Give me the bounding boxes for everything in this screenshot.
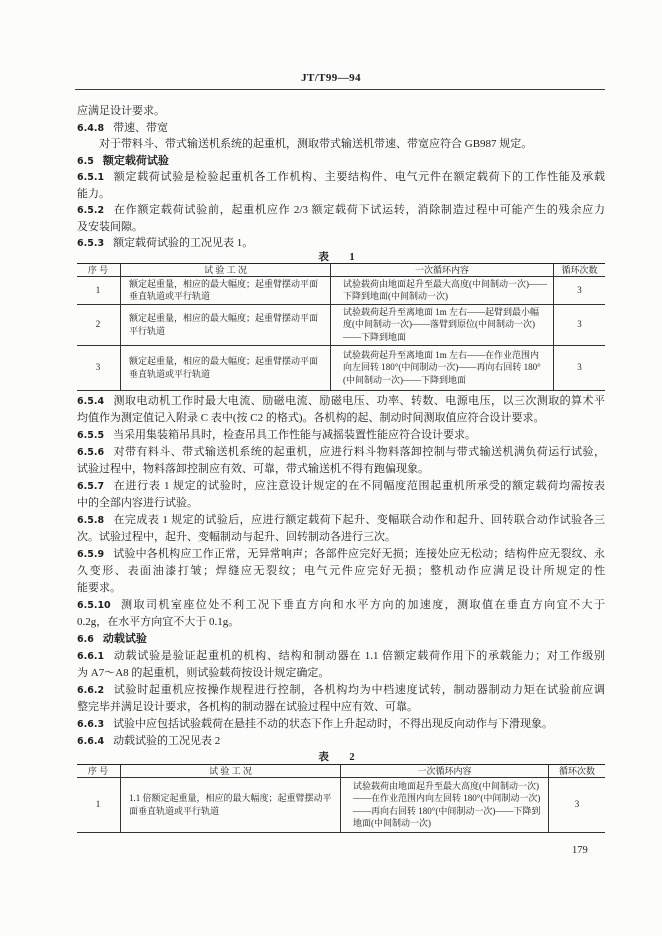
table-header-row [77,764,605,777]
clause-text-line: 测取司机室座位处不利工况下垂直方向和水平方向的加速度，测取值在垂直方向宜不大于 [119,598,605,611]
clause-6-5-5 [77,427,605,444]
clause-number: 6.5.7 [77,480,105,492]
header-count: 循环次数 [549,764,606,777]
clause-number: 6.5.2 [77,205,105,216]
clause-text-line: 当采用集装箱吊具时，检查吊具工作性能与减摇装置性能应符合设计要求。 [113,428,477,441]
clause-text-line: 次。试验过程中，起升、变幅制动与起升、回转制动各进行三次。 [77,530,396,543]
table-2 [77,764,605,833]
cell-no: 1 [77,276,121,304]
section-title: 额定载荷试验 [102,154,169,167]
clause-text-line: 试验时起重机应按操作规程进行控制，各机构均为中档速度试转，制动器制动力矩在试验前应调 [113,683,605,696]
clause-6-5-1 [77,169,605,202]
continuation-text [77,103,605,120]
clause-text-line: 动载试验是验证起重机的机构、结构和制动器在 1.1 倍额定载荷作用下的承载能力；对工作级别 [113,649,605,662]
clause-6-5-9 [77,546,605,597]
clause-6-5-8 [77,512,605,546]
clause-6-5-3 [77,235,605,252]
cell-count: 3 [554,276,606,304]
header-cycle: 一次循环内容 [331,263,554,276]
clause-number: 6.5.1 [77,172,105,183]
clause-text-line: 对于带料斗、带式输送机系统的起重机，测取带式输送机带速、带宽应符合 GB987 规定。 [99,138,533,150]
page-number: 179 [572,845,588,856]
cell-cycle: 试验载荷起升至离地面 1m 左右——起臂到最小幅度(中间制动一次)——落臂到原位(中间制动一次)——下降到地面 [331,304,554,345]
clause-text-line: 额定载荷试验的工况见表 1。 [113,237,254,249]
table-row [77,276,605,304]
cell-condition: 额定起重量，相应的最大幅度；起重臂摆动平面平行轨道 [121,304,331,345]
clause-text-line: 久变形、表面油漆打皱；焊缝应无裂纹；电气元件应完好无损；整机动作应满足设计所规定的性 [77,564,605,577]
clause-6-5-2 [77,202,605,235]
clause-text-line: 额定载荷试验是检验起重机各工作机构、主要结构件、电气元件在额定载荷下的工作性能及承载 [113,171,605,183]
clause-number: 6.6.4 [77,735,105,747]
upper-section [77,103,605,252]
clause-number: 6.5.9 [77,548,105,560]
table-row [77,777,605,832]
cell-cycle: 试验载荷由地面起升至最大高度(中间制动一次)——在作业范围内向左回转 180°(中间制动一次)——再向右回转 180°(中间制动一次)——下降到地面(中间制动一次) [341,777,549,832]
clause-text-line: 试验中各机构应工作正常，无异常响声；各部件应完好无损；连接处应无松动；结构件应无裂纹、永 [113,547,605,560]
clause-text-line: 在进行表 1 规定的试验时，应注意设计规定的在不同幅度范围起重机所承受的额定载荷均需按表 [113,479,605,492]
section-number: 6.5 [77,155,94,167]
table-1-caption: 表 1 [318,251,364,263]
cell-count: 3 [554,345,606,390]
clause-6-6-4 [77,733,605,750]
clause-text-line: 在作额定载荷试验前，起重机应作 2/3 额定载荷下试运转，消除制造过程中可能产生的残余应力 [113,204,605,216]
clause-number: 6.4.8 [77,122,105,134]
clause-text-line: 0.2g，在水平方向宜不大于 0.1g。 [77,615,240,628]
clause-text-line: 动载试验的工况见表 2 [113,734,221,747]
header-rule [75,89,605,90]
header-no: 序 号 [77,263,121,276]
clause-number: 6.5.8 [77,514,105,526]
header-no: 序 号 [77,764,121,777]
clause-number: 6.6.2 [77,684,105,696]
table-row [77,304,605,345]
cell-condition: 额定起重量，相应的最大幅度；起重臂摆动平面垂直轨道或平行轨道 [121,276,331,304]
clause-text-line: 试验过程中，物料落卸控制应有效、可靠，带式输送机不得有跑偏现象。 [77,462,429,475]
clause-text-line: 能要求。 [77,581,121,594]
clause-text-line: 测取电动机工作时最大电流、励磁电流、励磁电压、功率、转数、电源电压，以三次测取的算术平 [113,394,605,407]
clause-text-line: 中的全部内容进行试验。 [77,496,198,509]
clause-text-line: 及安装间隙。 [77,220,143,233]
clause-title: 带速、带宽 [113,121,169,134]
clause-6-5-10 [77,597,605,631]
cell-count: 3 [554,304,606,345]
clause-text-line: 均值作为测定值记入附录 C 表中(按 C2 的格式)。各机构的起、制动时间测取值应符合设计要求。 [77,411,545,424]
cell-no: 2 [77,304,121,345]
clause-number: 6.5.3 [77,238,105,249]
section-6-5-heading [77,153,605,170]
header-condition: 试 验 工 况 [121,764,341,777]
cell-condition: 1.1 倍额定起重量，相应的最大幅度；起重臂摆动平面垂直轨道或平行轨道 [121,777,341,832]
clause-6-5-7 [77,478,605,512]
cell-count: 3 [549,777,606,832]
clause-text-line: 应满足设计要求。 [77,105,165,117]
clause-text-line: 整完毕并满足设计要求，各机构的制动器在试验过程中应有效、可靠。 [77,700,418,713]
cell-no: 3 [77,345,121,390]
clause-text-line: 为 A7～A8 的起重机，则试验载荷按设计规定确定。 [77,666,330,679]
section-title: 动载试验 [102,632,147,645]
clause-number: 6.5.10 [77,599,111,611]
clause-number: 6.5.6 [77,446,105,458]
clause-6-4-8-body [77,136,605,153]
cell-cycle: 试验载荷起升至离地面 1m 左右——在作业范围内向左回转 180°(中间制动一次)——再向右回转 180°(中间制动一次)——下降到地面 [331,345,554,390]
table-row [77,345,605,390]
clause-6-4-8 [77,120,605,137]
clause-6-5-4 [77,393,605,427]
clause-6-6-1 [77,648,605,682]
clause-6-5-6 [77,444,605,478]
header-count: 循环次数 [554,263,606,276]
header-cycle: 一次循环内容 [341,764,549,777]
clause-text-line: 能力。 [77,187,110,200]
lower-section [77,393,605,750]
standard-code-header: JT/T99—94 [301,72,361,84]
cell-cycle: 试验载荷由地面起升至最大高度(中间制动一次)——下降到地面(中间制动一次) [331,276,554,304]
clause-text-line: 对带有料斗、带式输送机系统的起重机，应进行料斗物料落卸控制与带式输送机满负荷运行试验， [113,445,605,458]
table-2-caption: 表 2 [318,751,364,763]
clause-6-6-3 [77,716,605,733]
clause-text-line: 试验中应包括试验载荷在悬挂不动的状态下作上升起动时，不得出现反向动作与下滑现象。 [113,717,554,730]
clause-number: 6.5.4 [77,395,105,407]
table-1 [77,263,605,391]
page-body [77,103,605,833]
section-6-6-heading [77,631,605,648]
header-condition: 试 验 工 况 [121,263,331,276]
cell-condition: 额定起重量，相应的最大幅度；起重臂摆动平面垂直轨道或平行轨道 [121,345,331,390]
cell-no: 1 [77,777,121,832]
table-header-row [77,263,605,276]
clause-number: 6.6.3 [77,718,105,730]
clause-6-6-2 [77,682,605,716]
clause-number: 6.5.5 [77,429,105,441]
section-number: 6.6 [77,633,94,645]
clause-text-line: 在完成表 1 规定的试验后，应进行额定载荷下起升、变幅联合动作和起升、回转联合动作试验各三 [113,513,605,526]
clause-number: 6.6.1 [77,650,105,662]
